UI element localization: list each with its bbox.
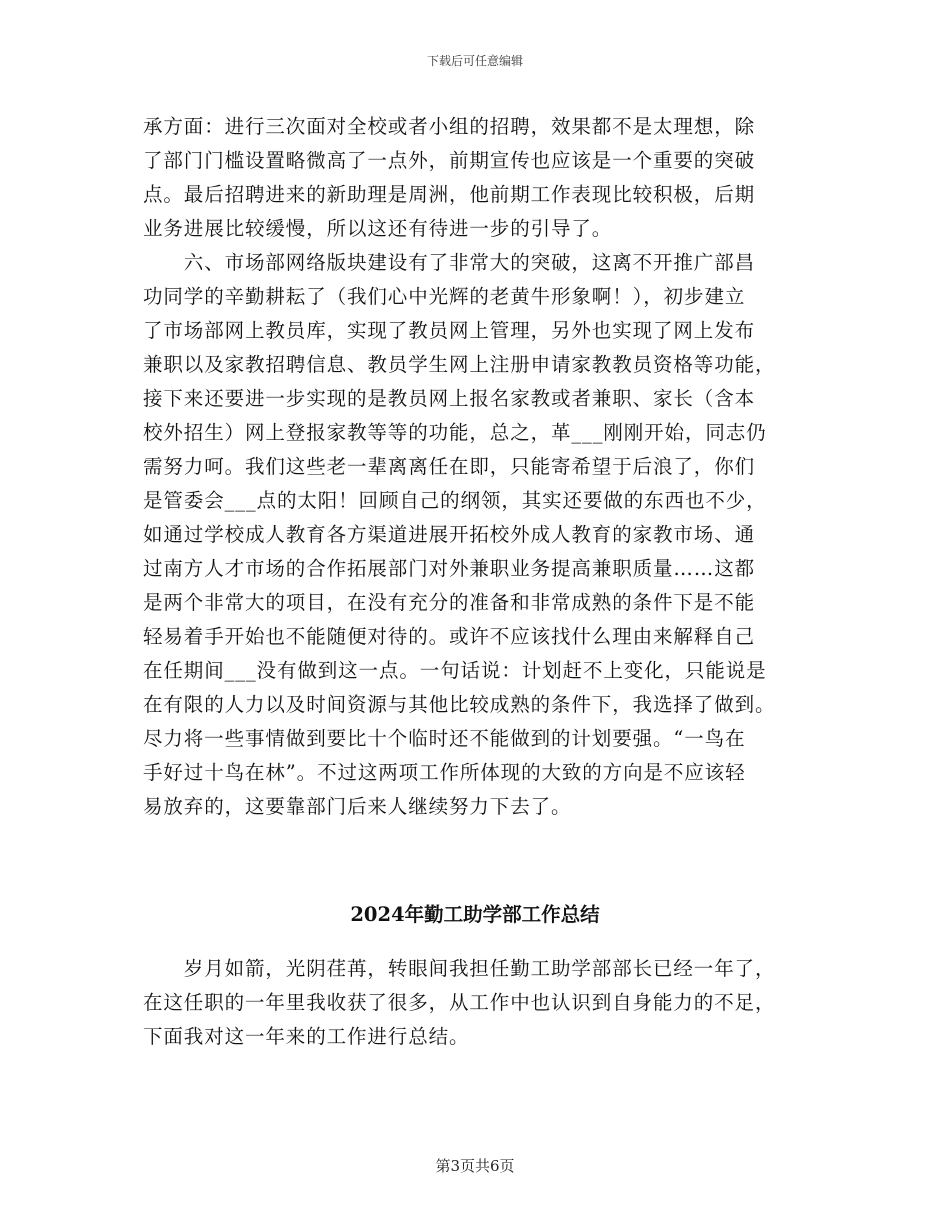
body-line: 在这任职的一年里我收获了很多，从工作中也认识到自身能力的不足， bbox=[143, 991, 776, 1014]
page-header: 下载后可任意编辑 bbox=[426, 54, 523, 68]
body-line: 了市场部网上教员库，实现了教员网上管理，另外也实现了网上发布 bbox=[143, 319, 756, 342]
body-line: 是两个非常大的项目，在没有充分的准备和非常成熟的条件下是不能 bbox=[143, 591, 756, 614]
body-line: 需努力呵。我们这些老一辈离离任在即，只能寄希望于后浪了，你们 bbox=[143, 455, 756, 478]
body-line: 六、市场部网络版块建设有了非常大的突破，这离不开推广部昌 bbox=[143, 251, 756, 274]
body-line: 接下来还要进一步实现的是教员网上报名家教或者兼职、家长（含本 bbox=[143, 387, 756, 410]
body-line: 兼职以及家教招聘信息、教员学生网上注册申请家教教员资格等功能， bbox=[143, 353, 776, 376]
page-footer: 第3页共6页 bbox=[435, 1157, 515, 1175]
body-line: 校外招生）网上登报家教等等的功能，总之，革___刚刚开始，同志仍 bbox=[143, 421, 767, 444]
body-line: 点。最后招聘进来的新助理是周洲，他前期工作表现比较积极，后期 bbox=[143, 183, 756, 206]
body-line: 承方面：进行三次面对全校或者小组的招聘，效果都不是太理想，除 bbox=[143, 115, 756, 138]
body-line: 如通过学校成人教育各方渠道进展开拓校外成人教育的家教市场、通 bbox=[143, 523, 756, 546]
body-line: 下面我对这一年来的工作进行总结。 bbox=[143, 1025, 470, 1048]
body-line: 了部门门槛设置略微高了一点外，前期宣传也应该是一个重要的突破 bbox=[143, 149, 756, 172]
body-line: 在有限的人力以及时间资源与其他比较成熟的条件下，我选择了做到。 bbox=[143, 693, 776, 716]
body-line: 是管委会___点的太阳！回顾自己的纲领，其实还要做的东西也不少， bbox=[143, 489, 767, 512]
body-line: 轻易着手开始也不能随便对待的。或许不应该找什么理由来解释自己 bbox=[143, 625, 756, 648]
body-line: 功同学的辛勤耕耘了（我们心中光辉的老黄牛形象啊！），初步建立 bbox=[143, 285, 746, 308]
body-line: 尽力将一些事情做到要比十个临时还不能做到的计划要强。“一鸟在 bbox=[143, 727, 746, 750]
body-line: 业务进展比较缓慢，所以这还有待进一步的引导了。 bbox=[143, 217, 613, 240]
body-line: 过南方人才市场的合作拓展部门对外兼职业务提高兼职质量……这都 bbox=[143, 557, 756, 580]
body-line: 手好过十鸟在林”。不过这两项工作所体现的大致的方向是不应该轻 bbox=[143, 761, 746, 784]
body-line: 在任期间___没有做到这一点。一句话说：计划赶不上变化，只能说是 bbox=[143, 659, 767, 682]
body-line: 岁月如箭，光阴荏苒，转眼间我担任勤工助学部部长已经一年了， bbox=[143, 957, 776, 980]
section-title: 2024年勤工助学部工作总结 bbox=[350, 903, 600, 926]
body-line: 易放弃的，这要靠部门后来人继续努力下去了。 bbox=[143, 795, 572, 818]
